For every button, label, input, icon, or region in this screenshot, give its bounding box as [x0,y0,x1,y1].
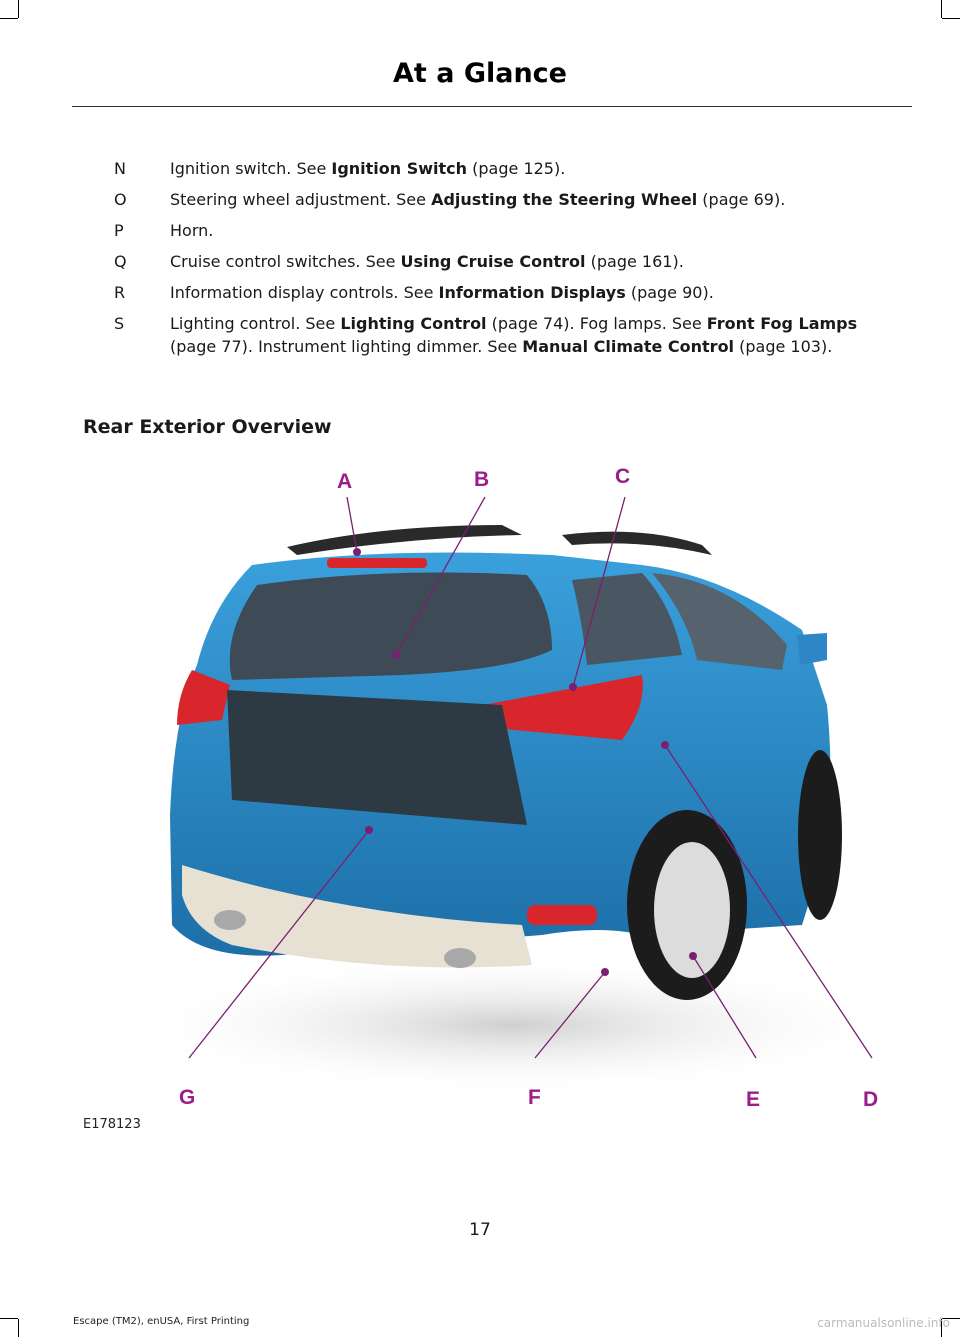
cross-reference: Manual Climate Control [522,337,735,356]
item-letter: R [114,283,126,302]
crop-mark [0,1318,18,1319]
rear-exterior-illustration [82,455,912,1145]
cross-reference: Adjusting the Steering Wheel [431,190,698,209]
cross-reference: Using Cruise Control [400,252,586,271]
crop-mark [18,1319,19,1337]
item-letter: N [114,159,126,178]
item-text: Steering wheel adjustment. See Adjusting the Steering Wheel (page 69). [170,190,786,209]
roof-rail [287,525,522,555]
figure-id: E178123 [83,1117,141,1132]
page-title: At a Glance [393,58,567,89]
cross-reference: Information Displays [438,283,626,302]
callout-label-f: F [528,1086,541,1109]
exhaust-tip [214,910,246,930]
callout-label-c: C [615,465,631,488]
ground-shadow [112,955,912,1095]
exhaust-tip [444,948,476,968]
item-text: Information display controls. See Information Displays (page 90). [170,283,714,302]
callout-label-b: B [474,468,490,491]
rear-window [230,573,552,680]
crop-mark [18,0,19,18]
fog-reflector [527,905,597,925]
callout-label-a: A [337,470,353,493]
high-mount-brake-lamp [327,558,427,568]
crop-mark [941,0,942,18]
item-text: Ignition switch. See Ignition Switch (page 125). [170,159,566,178]
item-letter: Q [114,252,127,271]
header-divider [72,106,912,107]
item-text: Horn. [170,221,214,240]
section-heading: Rear Exterior Overview [83,416,332,438]
item-text: Lighting control. See Lighting Control (page 74). Fog lamps. See Front Fog Lamps (page 77). Instrument lighting dimmer. See Manual Climate Control (page 103). [170,314,858,356]
item-letter: O [114,190,127,209]
cross-reference: Lighting Control [340,314,487,333]
item-text: Cruise control switches. See Using Cruise Control (page 161). [170,252,684,271]
edition-footer: Escape (TM2), enUSA, First Printing [73,1316,250,1327]
item-letter: S [114,314,125,333]
callout-label-g: G [179,1086,196,1109]
side-mirror [797,633,827,665]
cross-reference: Ignition Switch [331,159,468,178]
watermark: carmanualsonline.info [817,1316,950,1330]
roof-rail [562,532,712,555]
front-wheel [798,750,842,920]
page-number: 17 [469,1220,491,1240]
item-letter: P [114,221,124,240]
cross-reference: Front Fog Lamps [706,314,858,333]
callout-label-e: E [746,1088,761,1111]
callout-label-d: D [863,1088,879,1111]
crop-mark [942,18,960,19]
crop-mark [0,18,18,19]
